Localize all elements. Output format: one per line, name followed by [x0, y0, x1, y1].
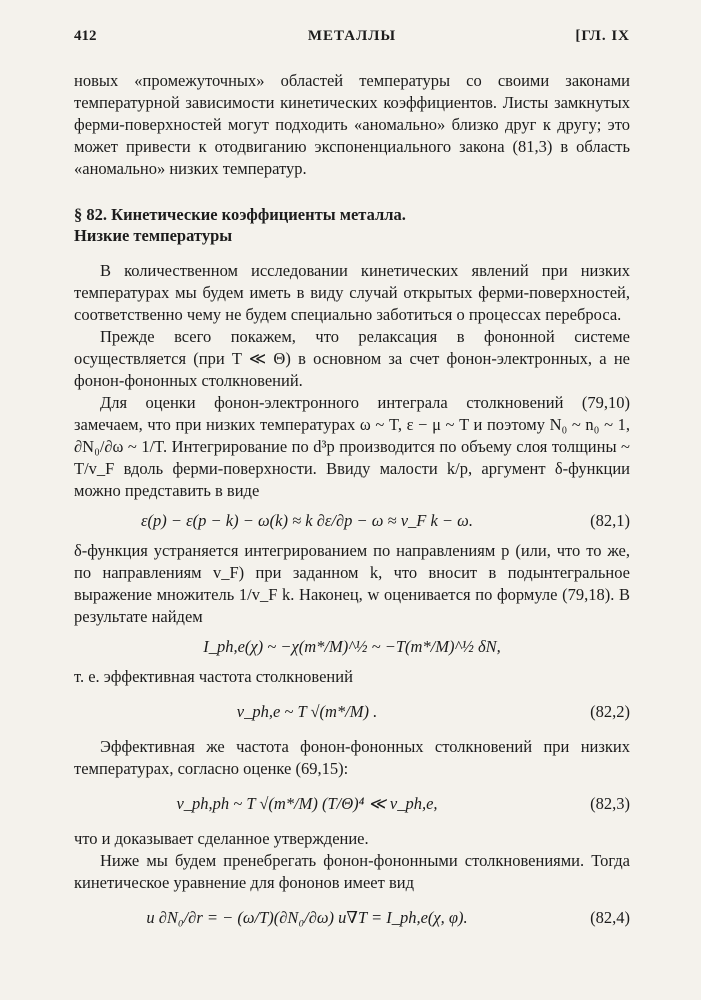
paragraph: δ-функция устраняется интегрированием по направлениям p (или, что то же, по направлениям v_F) при заданном k, что вносит в подынтегральное выражение множитель 1/v_F k. Наконец, w оценивается по формуле (79,18). В результате найдем: [74, 541, 630, 626]
equation-number: (82,1): [590, 511, 630, 530]
equation-number: (82,2): [590, 702, 630, 721]
page-number: 412: [74, 28, 97, 44]
chapter-label: [ГЛ. IX: [575, 28, 630, 44]
running-title: МЕТАЛЛЫ: [307, 28, 397, 44]
equation-body: I_ph,e(χ) ~ −χ(m*/M)^½ ~ −T(m*/M)^½ δN,: [203, 637, 501, 656]
paragraph: Прежде всего покажем, что релаксация в фононной системе осуществляется (при T ≪ Θ) в основном за счет фонон-электронных, а не фонон-фононных столкновений.: [74, 327, 630, 390]
paragraph: т. е. эффективная частота столкновений: [74, 667, 353, 686]
equation-82-2: [74, 692, 630, 732]
paragraph-continuation: новых «промежуточных» областей температуры со своими законами температурной зависимости кинетических коэффициентов. Листы замкнутых ферми-поверхностей могут подходить «аномально» близко друг к другу; это может привести к отодвиганию экспоненциального закона (81,3) в область «аномально» низких температур.: [74, 71, 630, 178]
equation-82-3: [74, 784, 630, 824]
page-body: [74, 70, 630, 942]
equation-number: (82,3): [590, 794, 630, 813]
equation-82-1: [74, 506, 630, 536]
equation-number: (82,4): [590, 908, 630, 927]
paragraph: что и доказывает сделанное утверждение.: [74, 829, 369, 848]
equation-82-4: [74, 898, 630, 938]
paragraph: Ниже мы будем пренебрегать фонон-фононными столкновениями. Тогда кинетическое уравнение для фононов имеет вид: [74, 851, 630, 892]
page-header: [74, 28, 630, 52]
equation-body: ν_ph,ph ~ T √(m*/M) (T/Θ)⁴ ≪ ν_ph,e,: [176, 794, 438, 813]
section-heading-line2: Низкие температуры: [74, 226, 233, 245]
paragraph: В количественном исследовании кинетических явлений при низких температурах мы будем иметь в виду случай открытых ферми-поверхностей, соответственно чему не будем специально заботиться о процессах переброса.: [74, 261, 630, 324]
paragraph: Эффективная же частота фонон-фононных столкновений при низких температурах, согласно оценке (69,15):: [74, 737, 630, 778]
equation-body: u ∂N₀/∂r = − (ω/T)(∂N₀/∂ω) u∇T = I_ph,e(χ, φ).: [146, 908, 468, 927]
equation-body: ν_ph,e ~ T √(m*/M) .: [236, 702, 378, 721]
equation-body: ε(p) − ε(p − k) − ω(k) ≈ k ∂ε/∂p − ω ≈ v_F k − ω.: [141, 511, 473, 530]
section-heading-line1: § 82. Кинетические коэффициенты металла.: [74, 205, 406, 224]
equation-collision-integral: [74, 632, 630, 662]
section-heading: [74, 204, 630, 246]
paragraph: Для оценки фонон-электронного интеграла столкновений (79,10) замечаем, что при низких температурах ω ~ T, ε − μ ~ T и поэтому N₀ ~ n₀ ~ 1, ∂N₀/∂ω ~ 1/T. Интегрирование по d³p производится по объему слоя толщины ~ T/v_F вдоль ферми-поверхности. Ввиду малости k/p, аргумент δ-функции можно представить в виде: [74, 393, 630, 500]
